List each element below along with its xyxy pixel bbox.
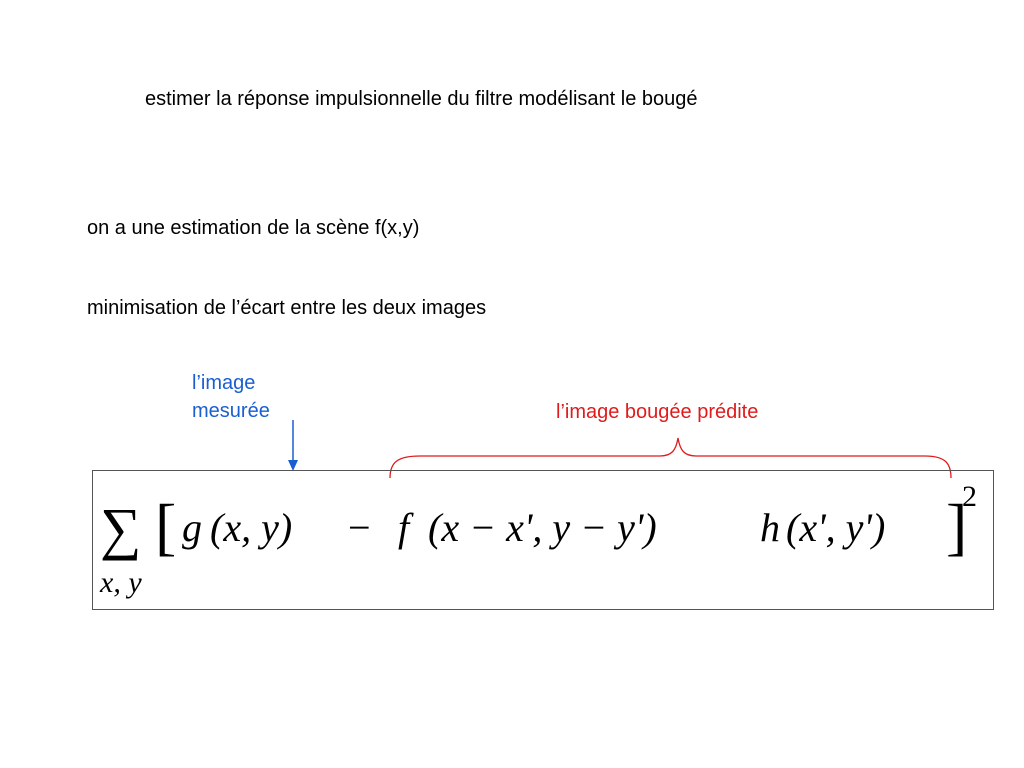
open-bracket: [ [155, 491, 177, 562]
h-args: (x', y') [786, 505, 886, 550]
predicted-image-label: l’image bougée prédite [556, 401, 759, 423]
g-args: (x, y) [210, 505, 293, 550]
measured-image-label-line1: l’image [192, 372, 256, 394]
f-args: (x − x', y − y') [428, 505, 657, 550]
h-function: h [760, 505, 780, 550]
measured-image-label-line2: mesurée [192, 400, 270, 422]
sum-index: x, y [100, 566, 142, 599]
g-function: g [182, 505, 202, 550]
exponent: 2 [962, 480, 977, 513]
slide-title: estimer la réponse impulsionnelle du filtre modélisant le bougé [145, 88, 698, 110]
f-function: f [398, 505, 410, 550]
close-bracket: ] [946, 491, 968, 562]
estimation-text: on a une estimation de la scène f(x,y) [87, 217, 420, 239]
minus-sign: − [348, 505, 371, 550]
sum-symbol: ∑ [100, 496, 142, 561]
minimisation-text: minimisation de l’écart entre les deux images [87, 297, 487, 319]
